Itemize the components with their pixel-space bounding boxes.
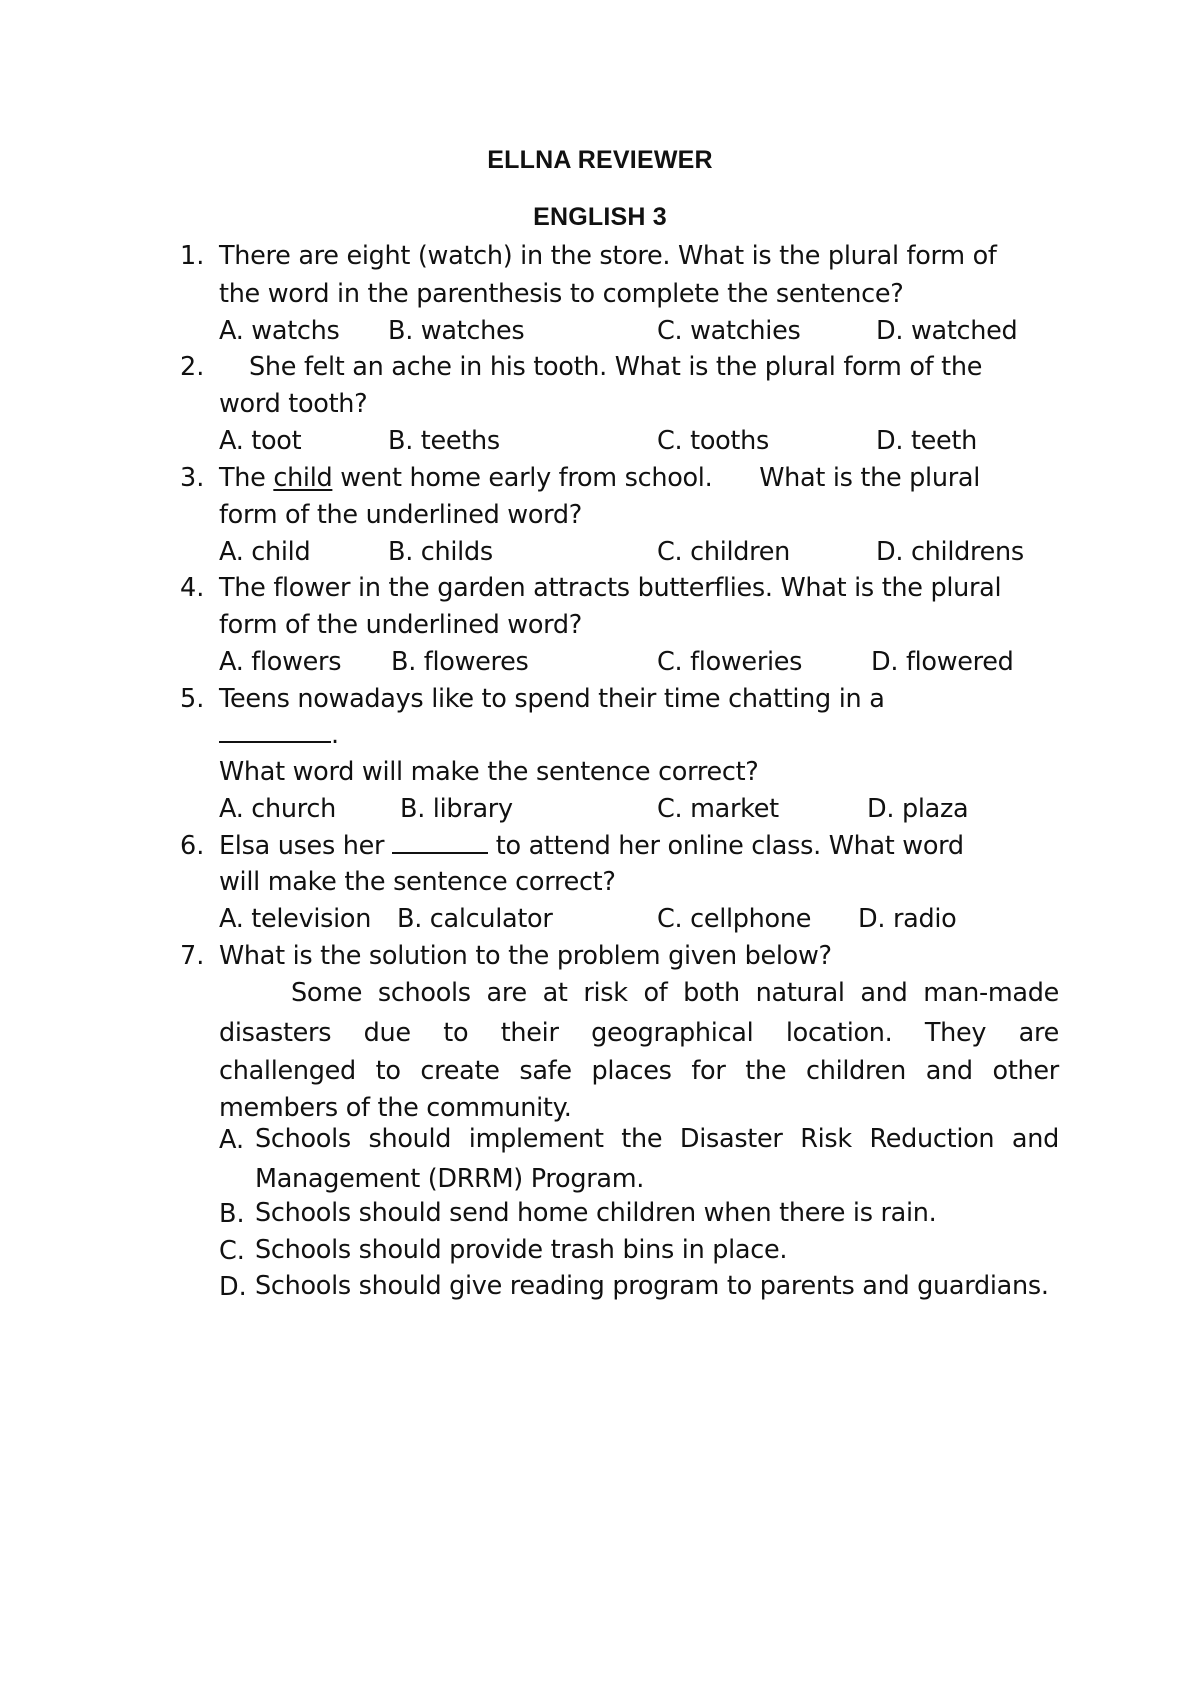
option-a: A. child (219, 537, 311, 567)
option-a: A. flowers (219, 647, 342, 677)
question-text-line: What word will make the sentence correct? (219, 757, 759, 787)
answer-text: Schools should provide trash bins in place. (255, 1235, 788, 1265)
question-number: 2. (180, 352, 205, 382)
answer-letter: C. (219, 1236, 245, 1266)
option-d: D. flowered (871, 647, 1014, 677)
option-d: D. childrens (876, 537, 1024, 567)
option-a: A. church (219, 794, 336, 824)
answer-blank (392, 832, 488, 854)
option-a: A. television (219, 904, 372, 934)
question-text-line (219, 719, 339, 751)
text-segment: went home early from school. What is the plural (332, 463, 980, 493)
answer-blank (219, 721, 331, 743)
question-text-line: She felt an ache in his tooth. What is the plural form of the (249, 352, 983, 382)
question-text-line: What is the solution to the problem given below? (219, 941, 832, 971)
question-text-line: form of the underlined word? (219, 500, 583, 530)
question-number: 7. (180, 941, 205, 971)
option-c: C. market (657, 794, 779, 824)
question-text-line: word tooth? (219, 389, 368, 419)
passage-line: members of the community. (219, 1093, 572, 1123)
question-number: 1. (180, 241, 205, 271)
question-text-line (219, 462, 980, 494)
passage-line: challenged to create safe places for the children and other (219, 1056, 1059, 1086)
option-d: D. radio (858, 904, 957, 934)
question-text-line: the word in the parenthesis to complete the sentence? (219, 279, 904, 309)
document-title: ELLNA REVIEWER (487, 146, 713, 174)
option-b: B. teeths (388, 426, 500, 456)
answer-text: Schools should implement the Disaster Risk Reduction and Management (DRRM) Program. (255, 1124, 1059, 1194)
option-b: B. floweres (391, 647, 529, 677)
question-text-line: will make the sentence correct? (219, 867, 616, 897)
text-segment: . (331, 720, 339, 750)
option-d: D. plaza (867, 794, 969, 824)
text-segment: to attend her online class. What word (487, 831, 964, 861)
answer-letter: D. (219, 1272, 247, 1302)
option-b: B. watches (388, 316, 525, 346)
answer-text: Schools should give reading program to parents and guardians. (255, 1271, 1049, 1301)
question-text-line: There are eight (watch) in the store. What is the plural form of (219, 241, 997, 271)
option-b: B. library (400, 794, 513, 824)
option-c: C. cellphone (657, 904, 812, 934)
underlined-word: child (273, 463, 333, 493)
question-number: 4. (180, 573, 205, 603)
question-number: 6. (180, 831, 205, 861)
option-a: A. watchs (219, 316, 340, 346)
document-subtitle: ENGLISH 3 (533, 203, 667, 231)
passage-line: Some schools are at risk of both natural and man-made (291, 978, 1059, 1008)
option-c: C. children (657, 537, 791, 567)
option-b: B. calculator (397, 904, 553, 934)
option-d: D. watched (876, 316, 1018, 346)
option-c: C. tooths (657, 426, 769, 456)
option-a: A. toot (219, 426, 302, 456)
option-d: D. teeth (876, 426, 977, 456)
text-segment: Elsa uses her (219, 831, 392, 861)
option-c: C. floweries (657, 647, 803, 677)
question-text-line: Teens nowadays like to spend their time chatting in a (219, 684, 885, 714)
passage-line: disasters due to their geographical location. They are (219, 1018, 1059, 1048)
text-segment: The (219, 463, 274, 493)
answer-letter: A. (219, 1125, 245, 1155)
answer-letter: B. (219, 1199, 245, 1229)
question-text-line: The flower in the garden attracts butterflies. What is the plural (219, 573, 1002, 603)
option-b: B. childs (388, 537, 493, 567)
question-text-line (219, 830, 964, 862)
answer-text: Schools should send home children when there is rain. (255, 1198, 937, 1228)
question-number: 5. (180, 684, 205, 714)
question-text-line: form of the underlined word? (219, 610, 583, 640)
option-c: C. watchies (657, 316, 801, 346)
question-number: 3. (180, 463, 205, 493)
